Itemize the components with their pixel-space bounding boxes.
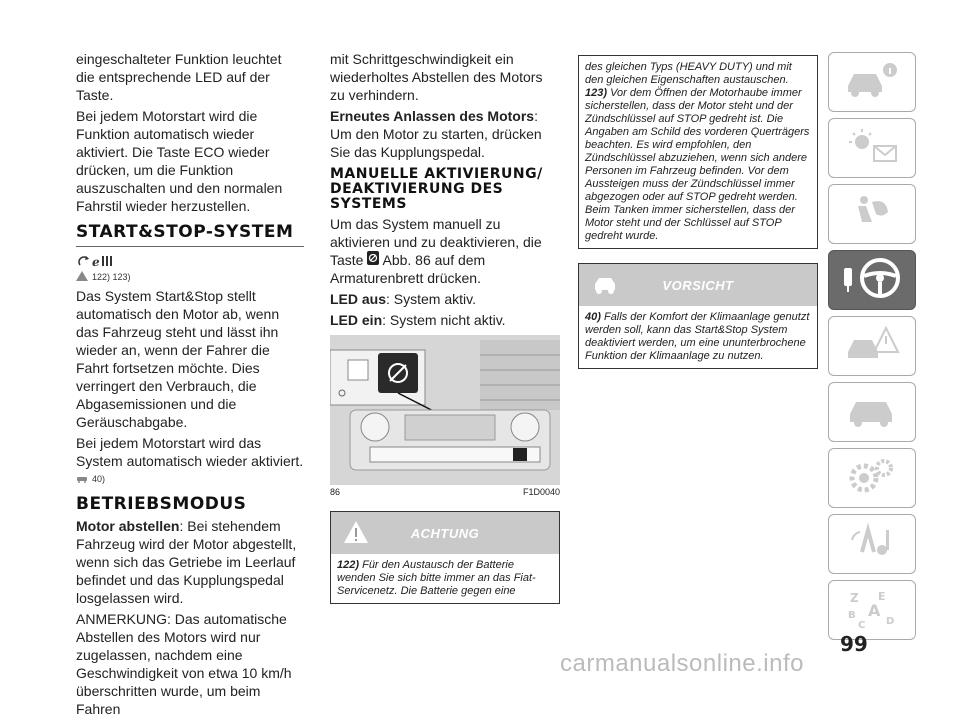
paragraph: Bei jedem Motorstart wird das System automatisch wieder aktiviert. xyxy=(76,435,304,469)
car-info-icon xyxy=(842,60,902,105)
tab-maintenance[interactable] xyxy=(828,382,916,442)
paragraph-text: : System nicht aktiv. xyxy=(382,312,506,328)
note-text: Vor dem Öffnen der Motorhaube immer sicherstellen, dass der Motor steht und der Zündschlüssel auf STOP gedreht ist. Die Angaben am Schild des vorderen Querträgers beachten. Es wird empfohlen, den Zündschlüssel abzuziehen, wenn sich andere Personen im Fahrzeug befinden. Vor dem Aussteigen muss der Zündschlüssel immer abgezogen oder auf STOP gedreht werden. Beim Tanken immer sicherstellen, dass der Motor steht und der Schlüssel auf STOP gedreht wurde. xyxy=(585,87,810,242)
led-ein-label: LED ein xyxy=(330,312,383,328)
vorsicht-box xyxy=(578,263,818,369)
note-references xyxy=(76,253,304,283)
warning-triangle-icon xyxy=(343,520,369,549)
section-heading-manuelle: MANUELLE AKTIVIERUNG/ DEAKTIVIERUNG DES SYSTEMS xyxy=(330,166,543,212)
vorsicht-text xyxy=(579,306,817,368)
section-heading-betriebsmodus: BETRIEBSMODUS xyxy=(76,494,247,514)
svg-text:A: A xyxy=(868,600,881,620)
tab-warning-lights[interactable] xyxy=(828,118,916,178)
paragraph: Bei jedem Motorstart wird die Funktion automatisch wieder aktiviert. Die Taste ECO wieder drücken, um die Funktion auszuschalten und den normalen Fahrstil wieder herzustellen. xyxy=(76,108,283,214)
dashboard-illustration xyxy=(330,335,560,485)
note-number: 122) xyxy=(337,559,360,571)
tab-safety[interactable] xyxy=(828,184,916,244)
column-1 xyxy=(76,50,304,721)
svg-text:Z: Z xyxy=(850,590,859,605)
dashboard-figure xyxy=(330,335,560,485)
achtung-continued-text xyxy=(579,56,817,248)
figure-code: F1D0040 xyxy=(522,487,560,497)
vorsicht-title: VORSICHT xyxy=(662,277,734,293)
paragraph xyxy=(330,311,560,329)
airbag-seat-icon xyxy=(842,192,902,237)
note-references xyxy=(76,473,304,485)
figure-number: 86 xyxy=(330,487,341,497)
paragraph xyxy=(76,517,304,607)
paragraph: eingeschalteter Funktion leuchtet die entsprechende LED auf der Taste. xyxy=(76,51,282,103)
note-text: Für den Austausch der Batterie wenden Sie sich bitte immer an das Fiat-Servicenetz. Die Batterie gegen eine xyxy=(337,559,536,597)
note-text: Falls der Komfort der Klimaanlage genutzt werden soll, kann das Start&Stop System deaktiviert werden, um eine ununterbrochene Funktion der Klimaanlage zu nutzen. xyxy=(585,311,810,362)
svg-text:ℯ: ℯ xyxy=(92,255,100,269)
section-heading-start-stop: START&STOP-SYSTEM xyxy=(76,222,294,242)
warning-triangle-icon xyxy=(76,271,88,283)
column-3 xyxy=(578,55,818,369)
tab-starting-driving[interactable] xyxy=(828,250,916,310)
column-2 xyxy=(330,50,560,604)
tab-index[interactable] xyxy=(828,580,916,640)
achtung-box xyxy=(330,511,560,604)
tab-multimedia[interactable] xyxy=(828,514,916,574)
breakdown-icon xyxy=(842,324,902,369)
car-caution-icon xyxy=(591,272,619,301)
steering-wheel-icon xyxy=(840,256,904,305)
note-text: des gleichen Typs (HEAVY DUTY) und mit den gleichen Eigenschaften austauschen. xyxy=(585,61,792,86)
multimedia-icon xyxy=(842,522,902,567)
note-number: 123) xyxy=(585,87,608,99)
index-az-icon xyxy=(842,586,902,635)
tab-car-info[interactable] xyxy=(828,52,916,112)
paragraph: ANMERKUNG: Das automatische Abstellen des Motors wird nur zugelassen, nachdem eine Geschwindigkeit von etwa 10 km/h überschritten wurde, um beim Fahren xyxy=(76,611,292,717)
paragraph-text: : System aktiv. xyxy=(386,291,476,307)
chapter-sidebar xyxy=(828,52,916,646)
subheading-erneutes-anlassen: Erneutes Anlassen des Motors xyxy=(330,108,535,124)
figure-caption xyxy=(330,487,560,497)
paragraph xyxy=(330,290,560,308)
car-maintenance-icon xyxy=(842,390,902,435)
note-number: 40) xyxy=(585,311,601,323)
watermark: carmanualsonline.info xyxy=(560,650,804,677)
vorsicht-header xyxy=(579,264,817,306)
caution-car-icon xyxy=(76,473,88,485)
paragraph-text: : Bei stehendem Fahrzeug wird der Motor abgestellt, wenn sich das Getriebe im Leerlauf befindet und das Kupplungspedal losgelassen wird. xyxy=(76,518,297,606)
svg-text:D: D xyxy=(886,615,895,627)
svg-text:C: C xyxy=(858,619,866,630)
heading-rule xyxy=(76,246,304,247)
tab-emergency[interactable] xyxy=(828,316,916,376)
paragraph: mit Schrittgeschwindigkeit ein wiederholtes Abstellen des Motors zu verhindern. xyxy=(330,51,543,103)
achtung-continued-box xyxy=(578,55,818,249)
achtung-text xyxy=(331,554,559,603)
note-ref-40: 40) xyxy=(92,474,106,484)
achtung-title: ACHTUNG xyxy=(410,525,480,541)
svg-text:B: B xyxy=(848,609,856,621)
paragraph xyxy=(330,215,560,287)
svg-text:E: E xyxy=(878,589,886,603)
paragraph-text: : Um den Motor zu starten, drücken Sie das Kupplungspedal. xyxy=(330,108,542,160)
warning-lights-icon xyxy=(842,126,902,171)
start-stop-symbol-icon xyxy=(76,253,304,271)
page-number: 99 xyxy=(840,632,868,656)
paragraph xyxy=(330,107,560,161)
paragraph-text: Um das System manuell zu aktivieren und zu deaktivieren, die Taste xyxy=(330,216,542,268)
paragraph-text: Abb. 86 auf dem Armaturenbrett drücken. xyxy=(330,252,486,286)
note-ref-122-123: 122) 123) xyxy=(92,272,131,282)
start-stop-button-icon xyxy=(367,252,379,268)
achtung-header xyxy=(331,512,559,554)
subheading-motor-abstellen: Motor abstellen xyxy=(76,518,180,534)
tab-technical-data[interactable] xyxy=(828,448,916,508)
paragraph: Das System Start&Stop stellt automatisch den Motor ab, wenn das Fahrzeug steht und lässt ihn wieder an, wenn der Fahrer die Fahrt fortsetzen möchte. Dies verringert den Verbrauch, die Abgasemissionen und die Geräuschabgabe. xyxy=(76,288,280,430)
led-aus-label: LED aus xyxy=(330,291,387,307)
technical-data-gear-icon xyxy=(842,456,902,501)
